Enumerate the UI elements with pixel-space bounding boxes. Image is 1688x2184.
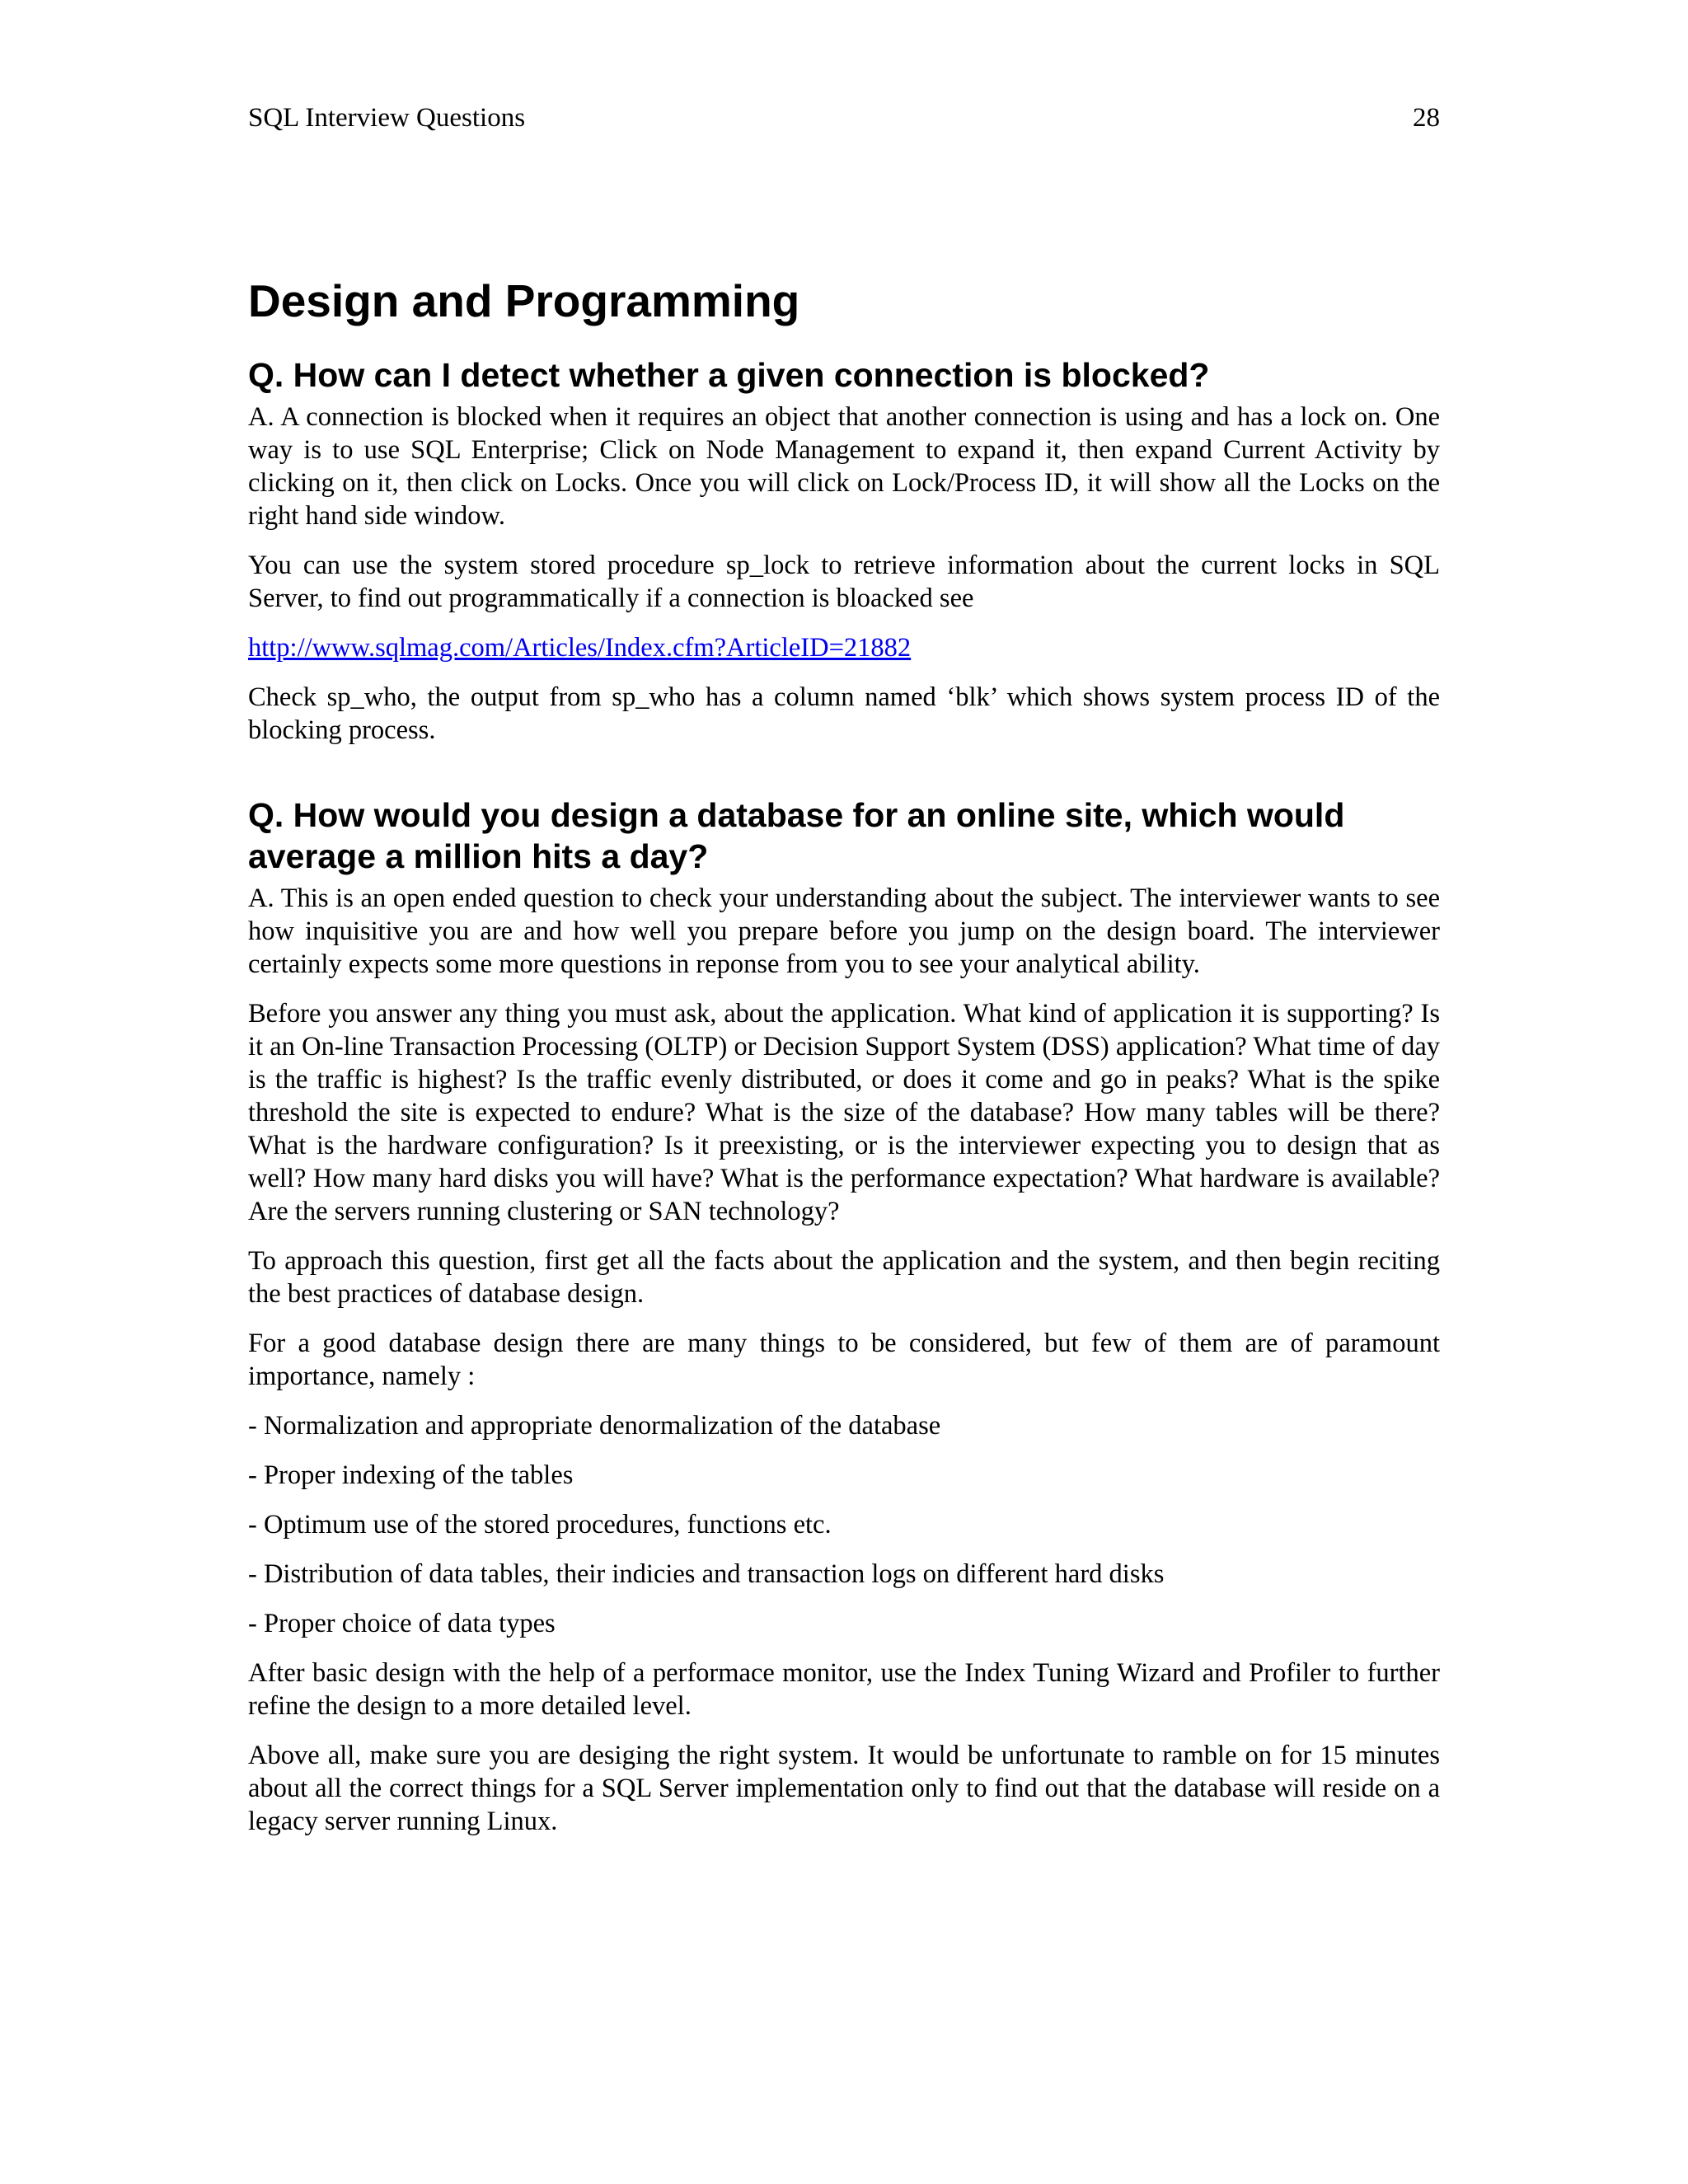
answer-paragraph: A. A connection is blocked when it requires an object that another connection is using and has a lock on. One way is to use SQL Enterprise; Click on Node Management to expand it, then expand Current Activity by clicking on it, then click on Locks. Once you will click on Lock/Process ID, it will show all the Locks on the right hand side window. — [248, 402, 1440, 531]
running-title: SQL Interview Questions — [248, 103, 526, 133]
list-item: - Optimum use of the stored procedures, functions etc. — [248, 1510, 832, 1540]
answer-paragraph: After basic design with the help of a performace monitor, use the Index Tuning Wizard and Profiler to further refine the design to a more detailed level. — [248, 1658, 1440, 1721]
answer-paragraph: A. This is an open ended question to check your understanding about the subject. The interviewer wants to see how inquisitive you are and how well you prepare before you jump on the design board. The interviewer certainly expects some more questions in reponse from you to see your analytical ability. — [248, 883, 1440, 979]
article-link[interactable]: http://www.sqlmag.com/Articles/Index.cfm?ArticleID=21882 — [248, 633, 912, 663]
list-item: - Proper choice of data types — [248, 1609, 556, 1638]
answer-paragraph: For a good database design there are many things to be considered, but few of them are of paramount importance, namely : — [248, 1329, 1440, 1391]
list-item: - Proper indexing of the tables — [248, 1460, 574, 1490]
question-heading-blocked-connection: Q. How can I detect whether a given connection is blocked? — [248, 356, 1210, 394]
page-header — [248, 97, 1440, 138]
list-item: - Normalization and appropriate denormalization of the database — [248, 1411, 941, 1441]
page-number: 28 — [1413, 103, 1440, 133]
answer-paragraph: Above all, make sure you are desiging the right system. It would be unfortunate to ramble on for 15 minutes about all the correct things for a SQL Server implementation only to find out that the database will reside on a legacy server running Linux. — [248, 1741, 1440, 1836]
question-heading-database-design: Q. How would you design a database for an online site, which would average a million hits a day? — [248, 796, 1345, 875]
article-link-paragraph — [248, 631, 1440, 664]
chapter-title: Design and Programming — [248, 275, 800, 326]
page-content — [248, 272, 1440, 1854]
answer-paragraph: You can use the system stored procedure sp_lock to retrieve information about the current locks in SQL Server, to find out programmatically if a connection is bloacked see — [248, 551, 1440, 613]
list-item: - Distribution of data tables, their indicies and transaction logs on different hard disks — [248, 1559, 1165, 1589]
answer-paragraph: Before you answer any thing you must ask, about the application. What kind of application it is supporting? Is it an On-line Transaction Processing (OLTP) or Decision Support System (DSS) application? What time of day is the traffic is highest? Is the traffic evenly distributed, or does it come and go in peaks? What is the spike threshold the site is expected to endure? What is the size of the database? How many tables will be there? What is the hardware configuration? Is it preexisting, or is the interviewer expecting you to design that as well? How many hard disks you will have? What is the performance expectation? What hardware is available? Are the servers running clustering or SAN technology? — [248, 999, 1440, 1226]
answer-paragraph: Check sp_who, the output from sp_who has a column named ‘blk’ which shows system process ID of the blocking process. — [248, 682, 1440, 745]
answer-paragraph: To approach this question, first get all the facts about the application and the system, and then begin reciting the best practices of database design. — [248, 1246, 1440, 1309]
